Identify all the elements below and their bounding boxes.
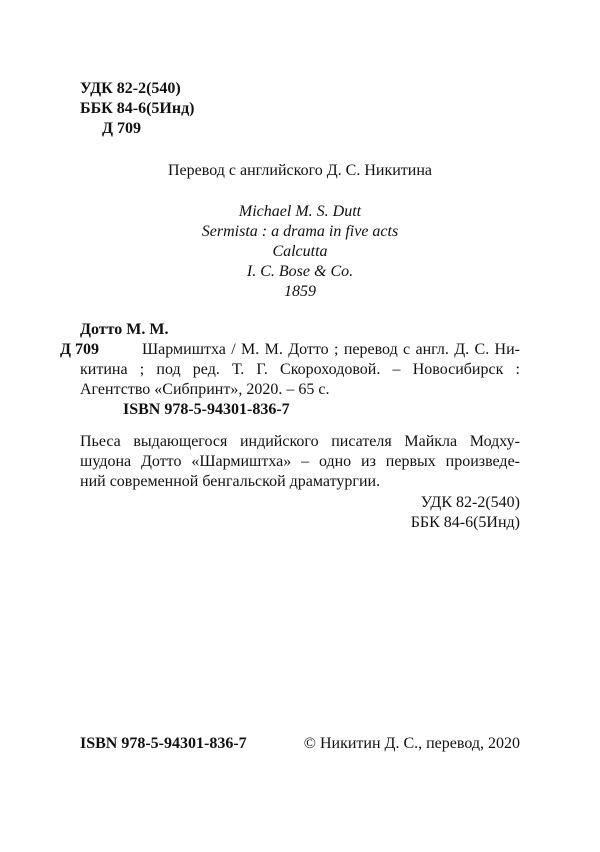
bibliographic-description bbox=[80, 340, 520, 400]
bbk-index: ББК 84-6(5Инд) bbox=[80, 100, 195, 117]
original-publisher: I. C. Bose & Co. bbox=[246, 263, 354, 280]
annotation-line: ний современной бенгальской драматургии. bbox=[80, 473, 381, 490]
annotation bbox=[80, 432, 520, 492]
udk-index: УДК 82-2(540) bbox=[80, 80, 181, 97]
author-heading: Дотто М. М. bbox=[80, 321, 169, 338]
udk-index-bottom: УДК 82-2(540) bbox=[420, 494, 520, 511]
description-line: Агентство «Сибпринт», 2020. – 65 с. bbox=[80, 381, 330, 398]
original-author: Michael M. S. Dutt bbox=[238, 203, 362, 220]
classification-block-top bbox=[80, 79, 195, 139]
original-place: Calcutta bbox=[272, 243, 328, 260]
entry-author-mark: Д 709 bbox=[60, 341, 100, 358]
annotation-line: шудона Дотто «Шармиштха» – одно из первых произведе- bbox=[80, 453, 520, 470]
original-edition-block bbox=[80, 202, 520, 302]
annotation-line: Пьеса выдающегося индийского писателя Майкла Модху- bbox=[80, 433, 520, 450]
original-title: Sermista : a drama in five acts bbox=[201, 223, 399, 240]
classification-block-bottom bbox=[80, 493, 520, 533]
copyright-notice: © Никитин Д. С., перевод, 2020 bbox=[303, 735, 520, 752]
bibliographic-entry bbox=[60, 340, 520, 400]
footer-isbn: ISBN 978-5-94301-836-7 bbox=[80, 735, 247, 752]
footer bbox=[80, 734, 520, 754]
description-line: Шармиштха / М. М. Дотто ; перевод с англ. Д. С. Ни- bbox=[142, 341, 520, 358]
description-line: китина ; под ред. Т. Г. Скороходовой. – Новосибирск : bbox=[80, 361, 520, 378]
bbk-index-bottom: ББК 84-6(5Инд) bbox=[410, 514, 520, 531]
original-year: 1859 bbox=[284, 283, 316, 300]
author-mark: Д 709 bbox=[102, 120, 142, 137]
bibliographic-record bbox=[60, 320, 520, 420]
record-isbn: ISBN 978-5-94301-836-7 bbox=[123, 401, 290, 418]
translation-note: Перевод с английского Д. С. Никитина bbox=[168, 162, 432, 179]
